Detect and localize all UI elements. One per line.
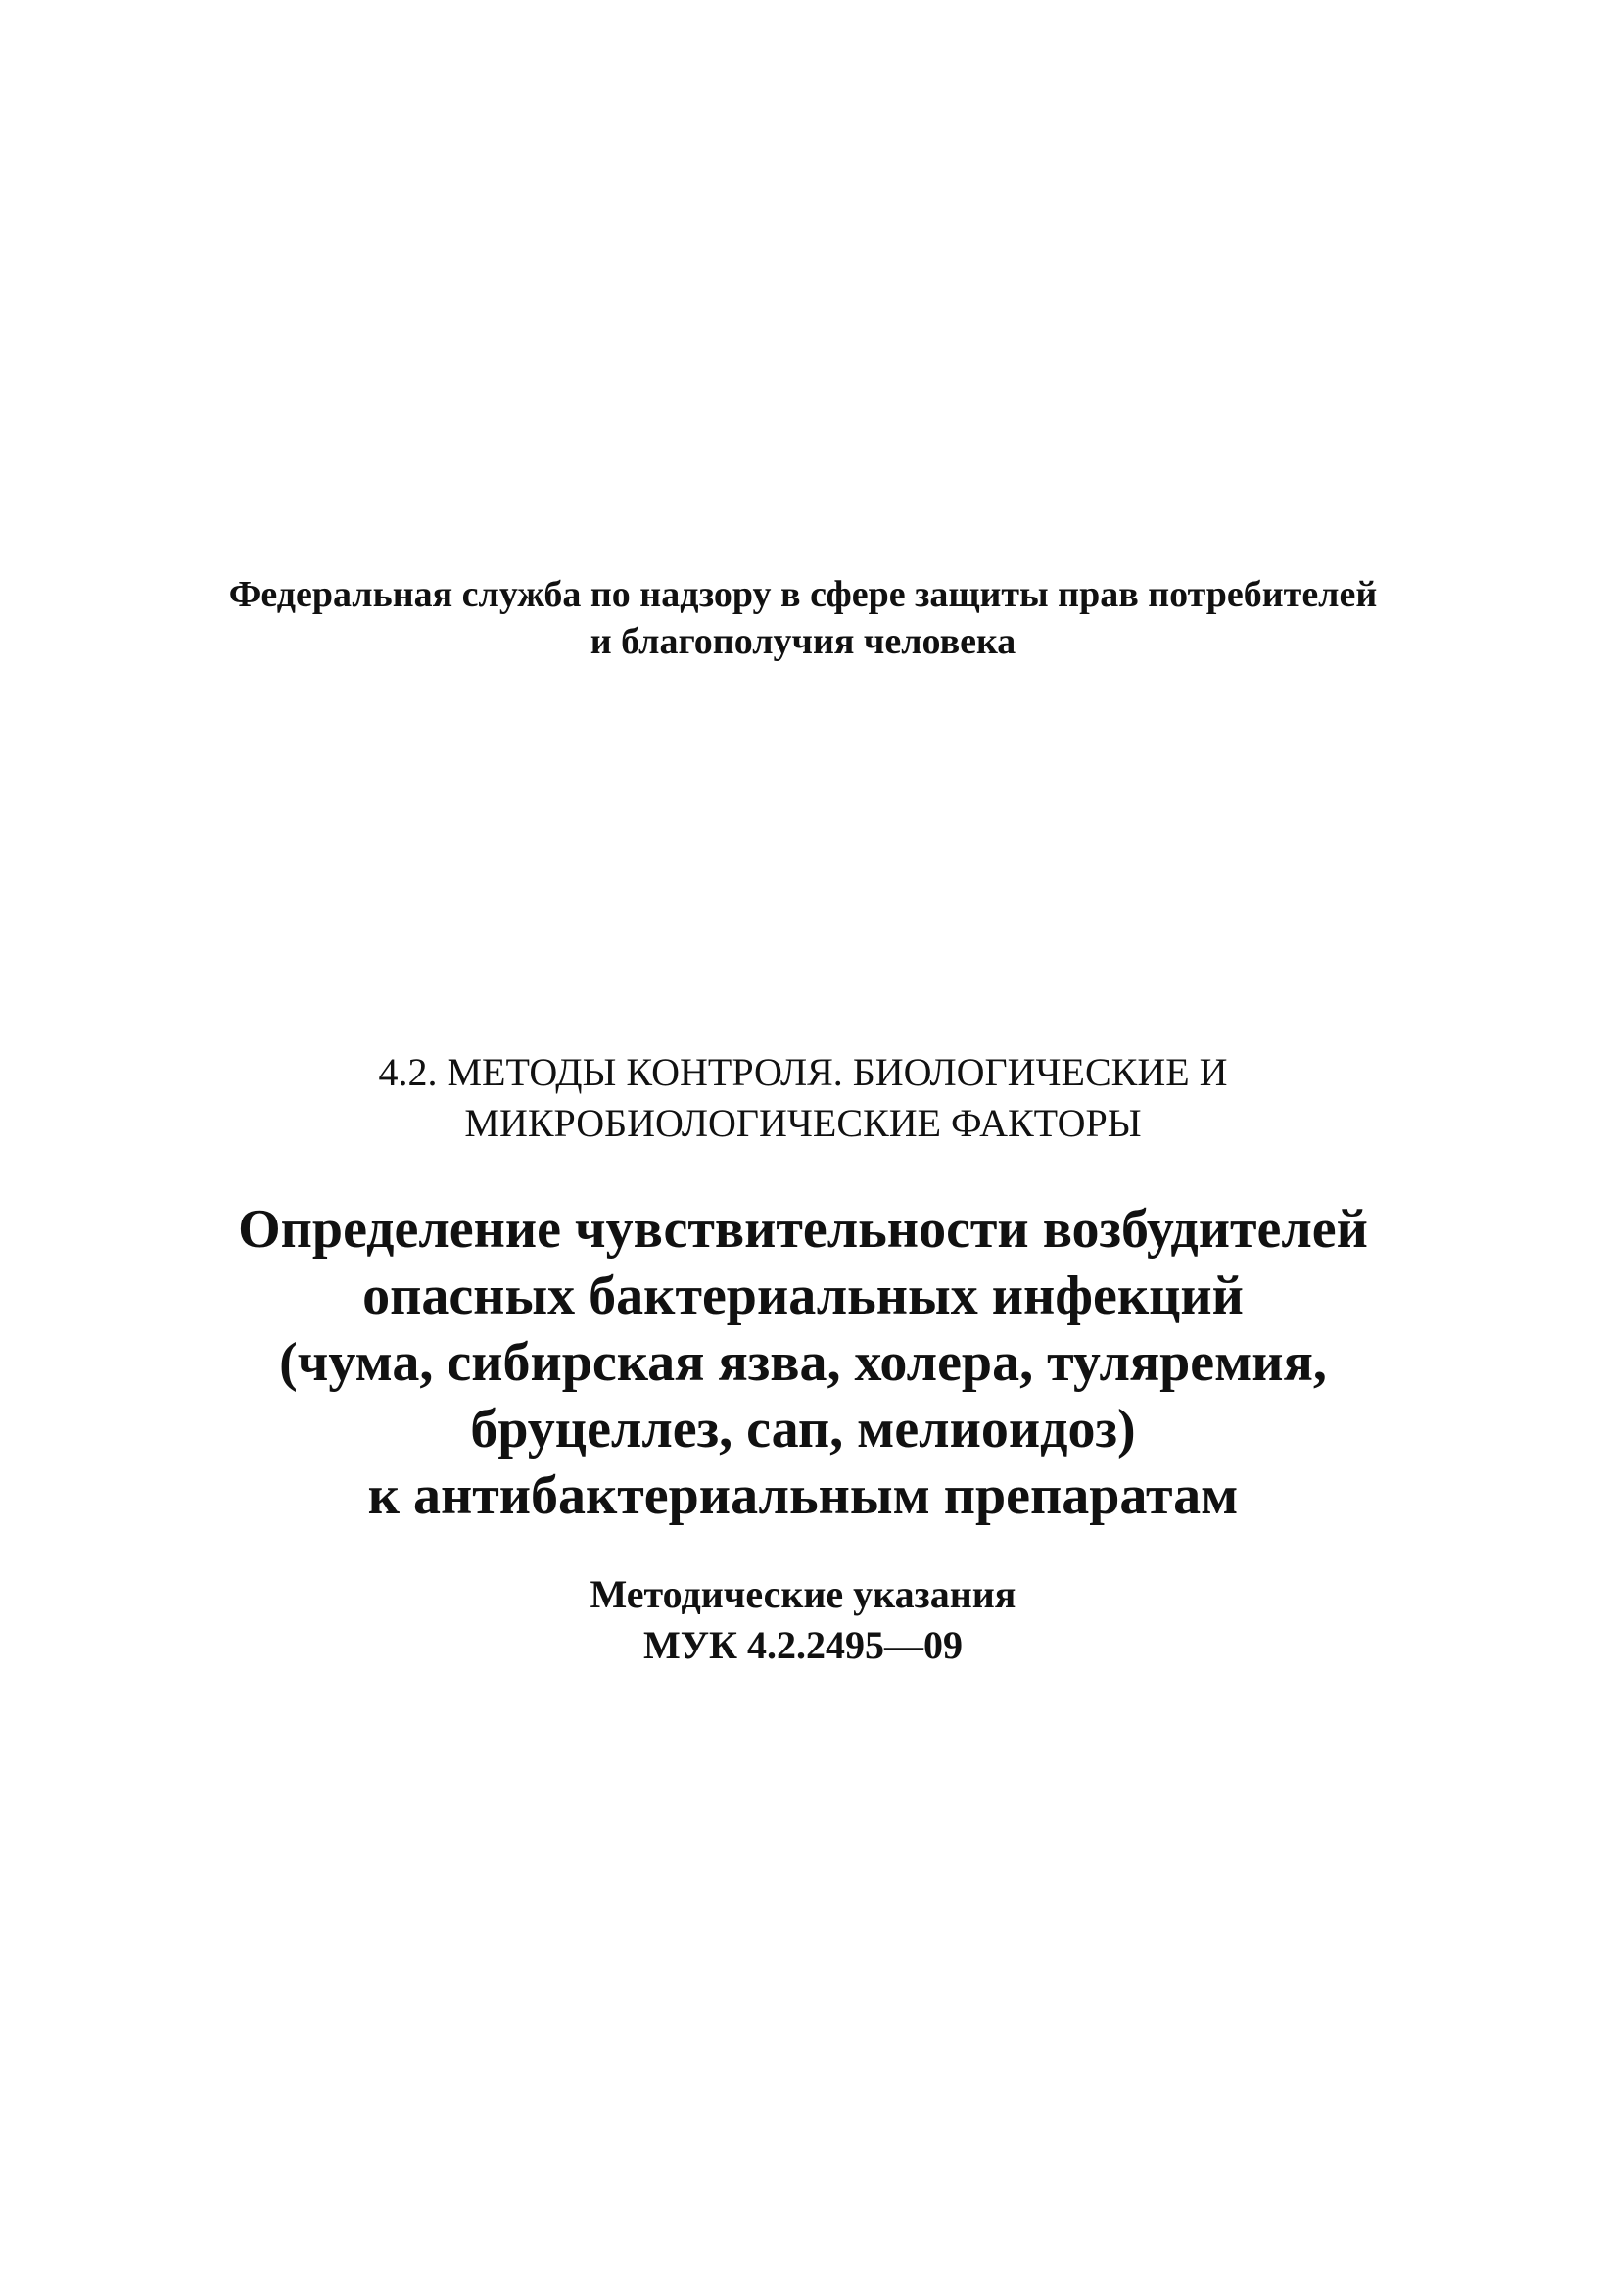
title-line: Определение чувствительности возбудителей (238, 1199, 1368, 1260)
document-kind: Методические указания (590, 1572, 1016, 1616)
section-heading (0, 1047, 1606, 1149)
section-line-1: 4.2. МЕТОДЫ КОНТРОЛЯ. БИОЛОГИЧЕСКИЕ И (378, 1050, 1228, 1094)
section-line-2: МИКРОБИОЛОГИЧЕСКИЕ ФАКТОРЫ (464, 1101, 1142, 1145)
title-line: (чума, сибирская язва, холера, туляремия, (279, 1332, 1327, 1393)
title-line: опасных бактериальных инфекций (362, 1266, 1244, 1326)
issuing-agency (0, 571, 1606, 665)
agency-line-1: Федеральная служба по надзору в сфере защиты прав потребителей (228, 574, 1378, 615)
document-title (0, 1196, 1606, 1529)
document-type-block (0, 1569, 1606, 1671)
agency-line-2: и благополучия человека (590, 621, 1016, 662)
title-line: к антибактериальным препаратам (367, 1465, 1239, 1526)
document-code: МУК 4.2.2495—09 (642, 1623, 964, 1667)
title-line: бруцеллез, сап, мелиоидоз) (470, 1399, 1136, 1459)
